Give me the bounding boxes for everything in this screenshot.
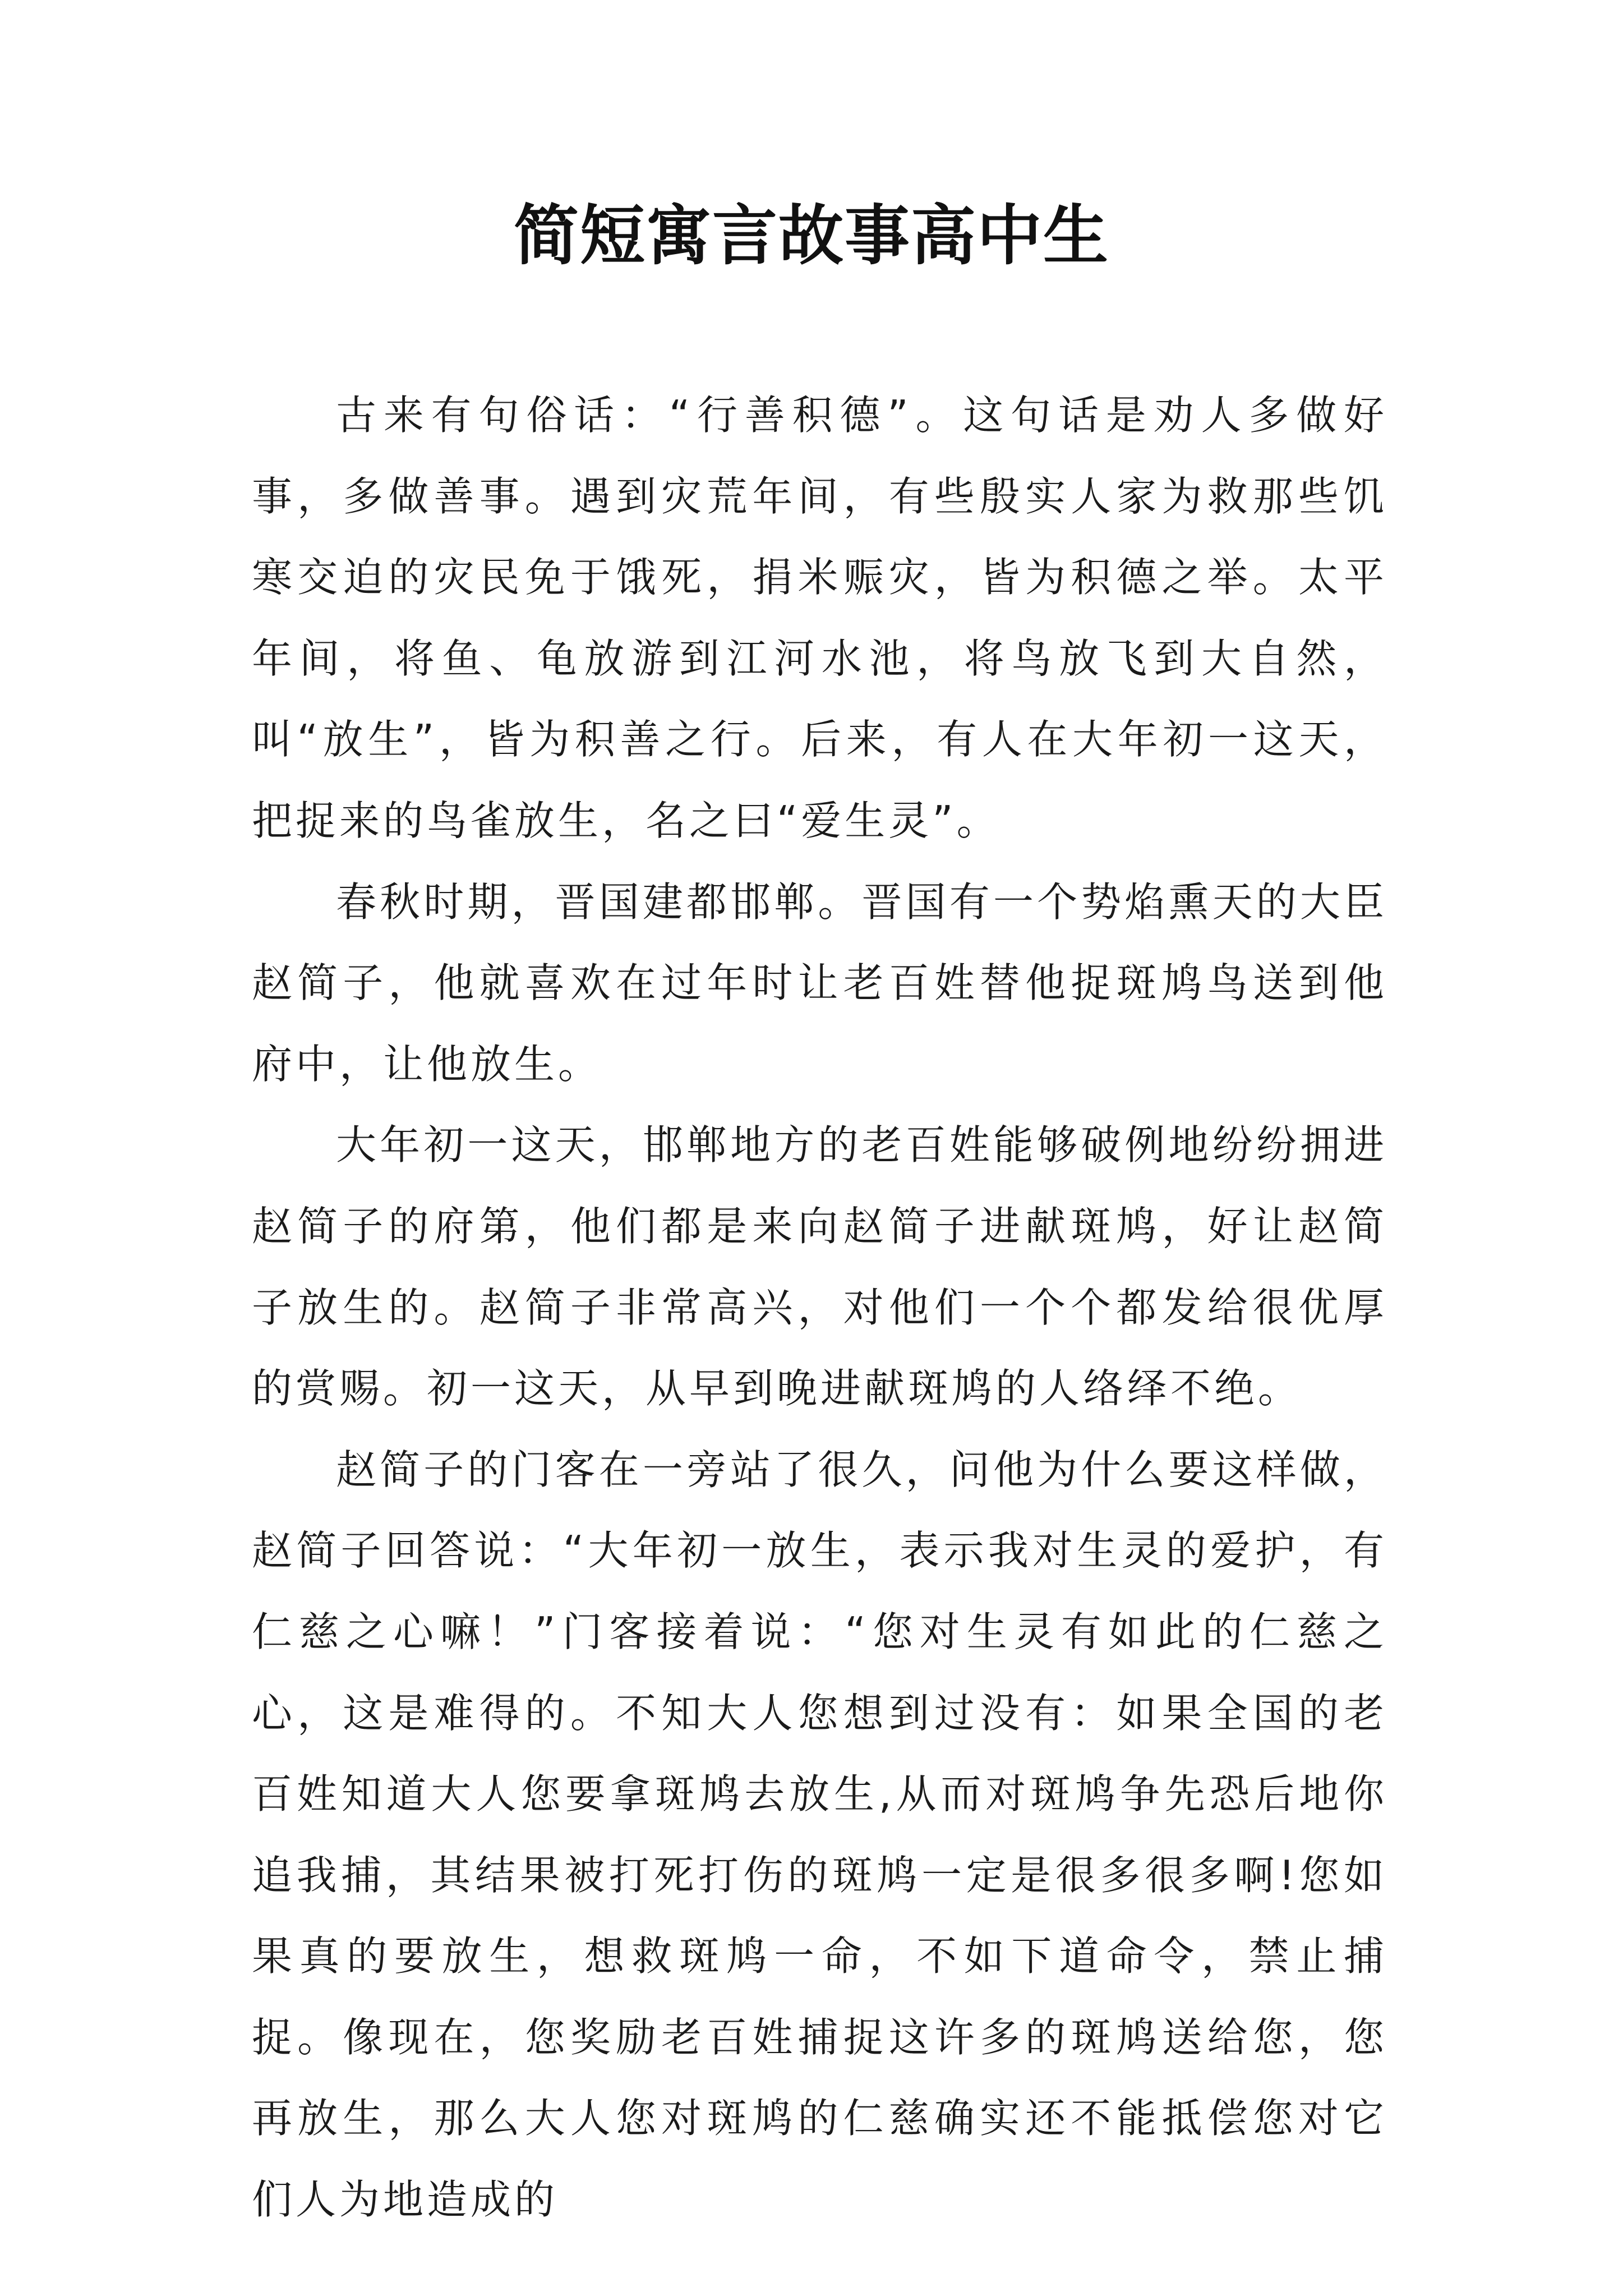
document-body <box>252 375 1387 2240</box>
paragraph-1: 古来有句俗话：“行善积德”。这句话是劝人多做好事，多做善事。遇到灾荒年间，有些殷实人家为救那些饥寒交迫的灾民免于饿死，捐米赈灾，皆为积德之举。太平年间，将鱼、龟放游到江河水池，将鸟放飞到大自然，叫“放生”，皆为积善之行。后来，有人在大年初一这天，把捉来的鸟雀放生，名之曰“爱生灵”。 <box>252 392 1387 844</box>
paragraph-4: 赵简子的门客在一旁站了很久，问他为什么要这样做，赵简子回答说：“大年初一放生，表示我对生灵的爱护，有仁慈之心嘛！”门客接着说：“您对生灵有如此的仁慈之心，这是难得的。不知大人您想到过没有：如果全国的老百姓知道大人您要拿斑鸠去放生,从而对斑鸠争先恐后地你追我捕，其结果被打死打伤的斑鸠一定是很多很多啊!您如果真的要放生，想救斑鸠一命，不如下道命令，禁止捕捉。像现在，您奖励老百姓捕捉这许多的斑鸠送给您，您再放生，那么大人您对斑鸠的仁慈确实还不能抵偿您对它们人为地造成的 <box>252 1446 1387 2224</box>
paragraph-3: 大年初一这天，邯郸地方的老百姓能够破例地纷纷拥进赵简子的府第，他们都是来向赵简子进献斑鸠，好让赵简子放生的。赵简子非常高兴，对他们一个个都发给很优厚的赏赐。初一这天，从早到晚进献斑鸠的人络绎不绝。 <box>252 1121 1387 1412</box>
document-title: 简短寓言故事高中生 <box>514 197 1109 274</box>
paragraph-2: 春秋时期，晋国建都邯郸。晋国有一个势焰熏天的大臣赵简子，他就喜欢在过年时让老百姓替他捉斑鸠鸟送到他府中，让他放生。 <box>252 878 1387 1088</box>
